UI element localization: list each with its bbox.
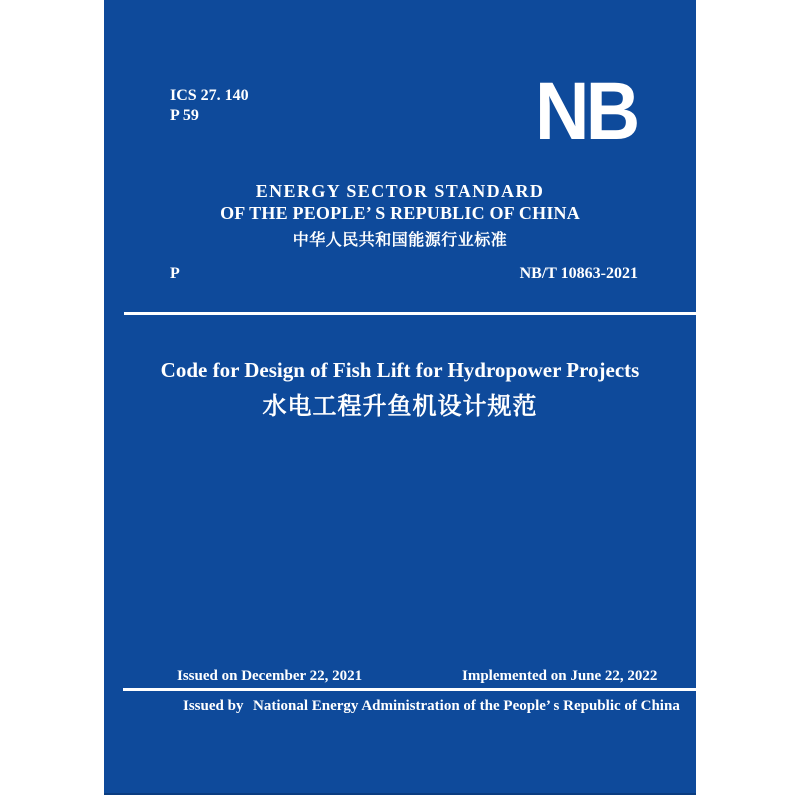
doc-class-code: P 59 [170,107,199,124]
standard-header-line2: OF THE PEOPLE’ S REPUBLIC OF CHINA [220,203,580,223]
issued-by-label: Issued by [183,698,244,714]
title-chinese: 水电工程升鱼机设计规范 [262,393,538,420]
implemented-date: Implemented on June 22, 2022 [462,668,658,684]
standard-number: NB/T 10863-2021 [519,265,638,282]
standard-header-line1: ENERGY SECTOR STANDARD [255,181,545,201]
issued-date: Issued on December 22, 2021 [177,668,363,684]
designation-left-code: P [170,265,180,282]
standard-header-chinese: 中华人民共和国能源行业标准 [292,232,508,249]
issuing-authority: National Energy Administration of the People’ s Republic of China [253,698,680,714]
standard-cover-page [104,0,696,795]
title-english: Code for Design of Fish Lift for Hydropower Projects [160,358,640,382]
nb-logo: NB [535,66,637,157]
header-divider-rule [124,312,696,315]
footer-divider-rule [123,688,696,691]
ics-code: ICS 27. 140 [170,87,249,104]
